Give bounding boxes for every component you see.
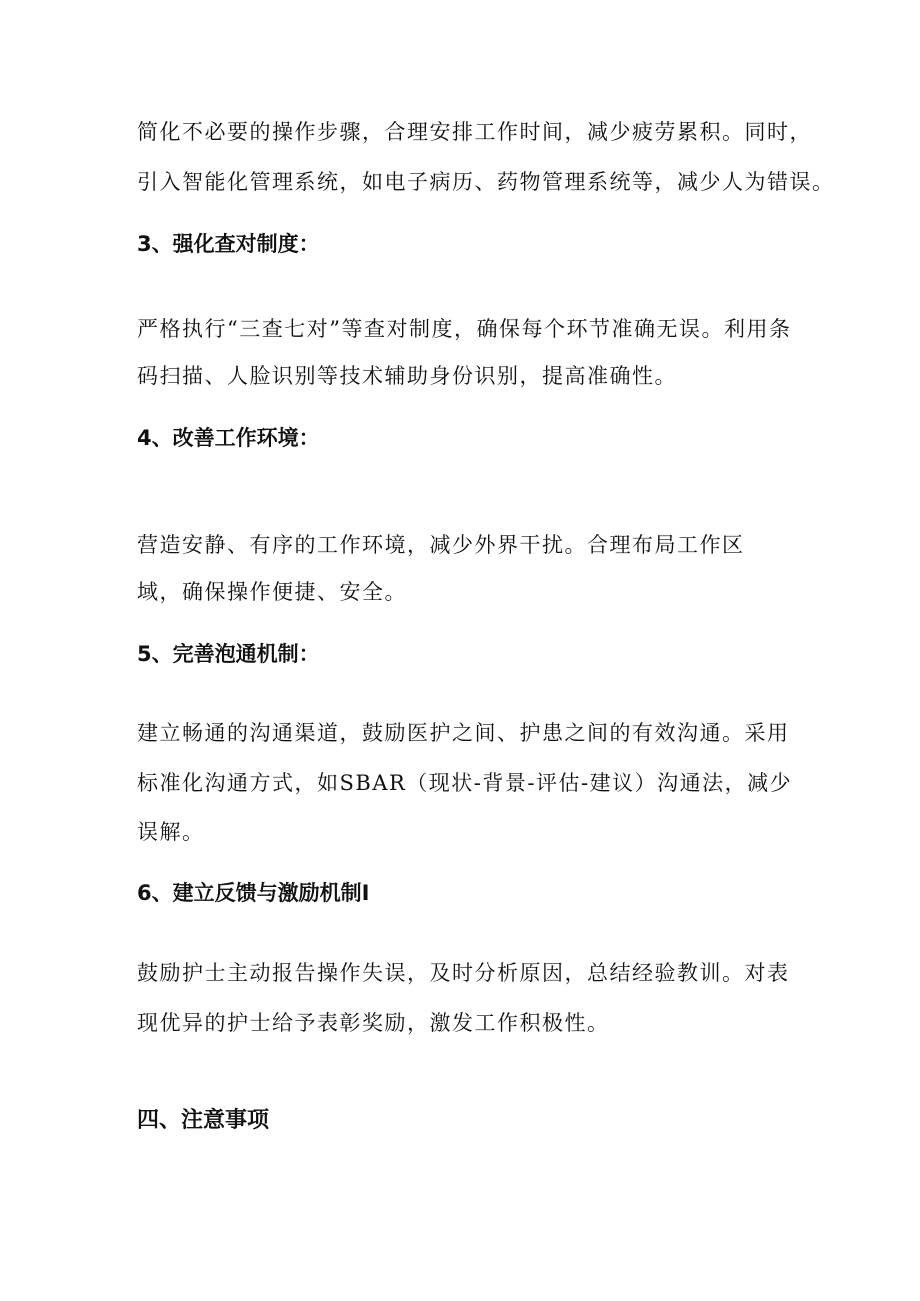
item-3-text-line-1: 严格执行“三查七对”等查对制度，确保每个环节准确无误。利用条 bbox=[137, 317, 792, 341]
item-5-heading: 5、完善泡通机制： bbox=[137, 642, 320, 666]
item-6-heading: 6、建立反馈与激励机制I bbox=[137, 881, 370, 905]
item-6-text-line-2: 现优异的护士给予表彰奖励，激发工作积极性。 bbox=[137, 1011, 610, 1035]
item-4-text-line-2: 域，确保操作便捷、安全。 bbox=[137, 580, 407, 604]
item-6-text-line-1: 鼓励护士主动报告操作失误，及时分析原因，总结经验教训。对表 bbox=[137, 961, 790, 985]
item-4-heading: 4、改善工作环境： bbox=[137, 426, 320, 450]
item-3-text-line-2: 码扫描、人脸识别等技术辅助身份识别，提高准确性。 bbox=[137, 364, 677, 388]
item-4-text-line-1: 营造安静、有序的工作环境，减少外界干扰。合理布局工作区 bbox=[137, 533, 745, 557]
item-5-text-line-2: 标准化沟通方式，如SBAR（现状-背景-评估-建议）沟通法，减少 bbox=[137, 771, 793, 795]
item-3-heading: 3、强化查对制度： bbox=[137, 232, 320, 256]
item-5-text-line-3: 误解。 bbox=[137, 820, 205, 844]
item-5-text-line-1: 建立畅通的沟通渠道，鼓励医护之间、护患之间的有效沟通。采用 bbox=[137, 721, 790, 745]
section-4-title: 四、注意事项 bbox=[137, 1108, 270, 1133]
intro-text-line-1: 简化不必要的操作步骤，合理安排工作时间，减少疲劳累积。同时， bbox=[137, 120, 812, 144]
intro-text-line-2: 引入智能化管理系统，如电子病历、药物管理系统等，减少人为错误。 bbox=[137, 170, 835, 194]
